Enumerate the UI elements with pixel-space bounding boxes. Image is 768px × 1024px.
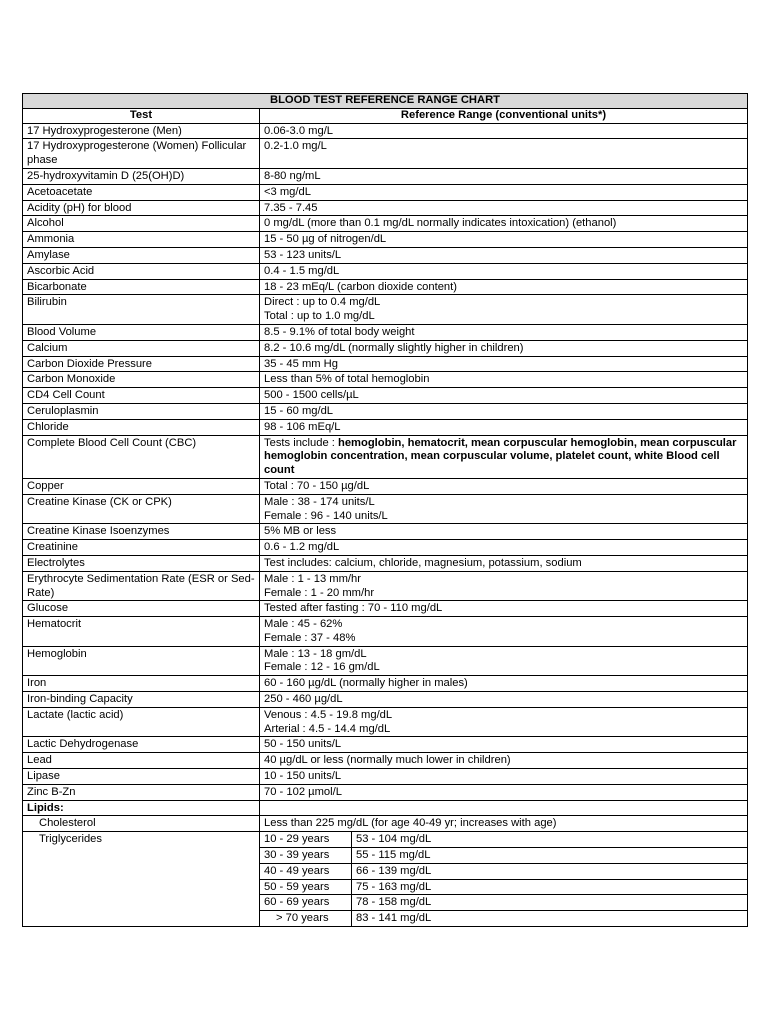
- triglycerides-value: 55 - 115 mg/dL: [352, 848, 748, 864]
- test-name: CD4 Cell Count: [23, 388, 260, 404]
- reference-range-table: [22, 93, 748, 927]
- reference-range: Tested after fasting : 70 - 110 mg/dL: [260, 601, 748, 617]
- reference-range: [260, 707, 748, 737]
- reference-range-line: Male : 38 - 174 units/L: [264, 495, 375, 508]
- test-name: Acidity (pH) for blood: [23, 200, 260, 216]
- table-row: [23, 676, 748, 692]
- reference-range: 5% MB or less: [260, 524, 748, 540]
- triglycerides-row: [260, 911, 747, 926]
- table-row: [23, 435, 748, 478]
- reference-range-line: Male : 1 - 13 mm/hr: [264, 572, 361, 585]
- column-header-test: Test: [23, 108, 260, 123]
- table-title-row: [23, 94, 748, 109]
- table-row: [23, 123, 748, 139]
- table-row: [23, 707, 748, 737]
- reference-range: 0.2-1.0 mg/L: [260, 139, 748, 169]
- triglycerides-value: 66 - 139 mg/dL: [352, 863, 748, 879]
- table-row: [23, 340, 748, 356]
- triglycerides-range-cell: [260, 832, 748, 927]
- reference-range: 53 - 123 units/L: [260, 247, 748, 263]
- table-row: [23, 232, 748, 248]
- test-name: Bilirubin: [23, 295, 260, 325]
- test-name: Bicarbonate: [23, 279, 260, 295]
- triglycerides-value: 83 - 141 mg/dL: [356, 912, 432, 925]
- reference-range: <3 mg/dL: [260, 184, 748, 200]
- triglycerides-subtable-body: [260, 832, 747, 926]
- test-name: Alcohol: [23, 216, 260, 232]
- reference-range: 500 - 1500 cells/µL: [260, 388, 748, 404]
- reference-range: 10 - 150 units/L: [260, 769, 748, 785]
- reference-range-prefix: Tests include :: [264, 436, 338, 449]
- reference-range: 15 - 50 µg of nitrogen/dL: [260, 232, 748, 248]
- table-row: [23, 737, 748, 753]
- reference-range-line: Male : 45 - 62%: [264, 618, 343, 631]
- age-group: 60 - 69 years: [260, 895, 352, 911]
- table-row: [23, 555, 748, 571]
- test-name: Hemoglobin: [23, 646, 260, 676]
- table-row: [23, 184, 748, 200]
- test-name: Carbon Dioxide Pressure: [23, 356, 260, 372]
- test-name: Complete Blood Cell Count (CBC): [23, 435, 260, 478]
- reference-range-line: Venous : 4.5 - 19.8 mg/dL: [264, 708, 393, 721]
- test-name: Iron-binding Capacity: [23, 692, 260, 708]
- age-group: 10 - 29 years: [260, 832, 352, 847]
- triglycerides-row: [260, 832, 747, 847]
- table-row: [23, 692, 748, 708]
- test-name: Glucose: [23, 601, 260, 617]
- test-name: Triglycerides: [23, 832, 260, 927]
- age-group: 30 - 39 years: [260, 848, 352, 864]
- test-name: Zinc B-Zn: [23, 784, 260, 800]
- test-name: Blood Volume: [23, 324, 260, 340]
- reference-range: 18 - 23 mEq/L (carbon dioxide content): [260, 279, 748, 295]
- table-row: [23, 646, 748, 676]
- reference-range: Less than 225 mg/dL (for age 40-49 yr; increases with age): [260, 816, 748, 832]
- test-name: Copper: [23, 478, 260, 494]
- reference-range: [260, 494, 748, 524]
- reference-range: 15 - 60 mg/dL: [260, 403, 748, 419]
- table-row: [23, 816, 748, 832]
- test-name: 17 Hydroxyprogesterone (Men): [23, 123, 260, 139]
- reference-range-line: Female : 12 - 16 gm/dL: [264, 661, 380, 674]
- table-row: [23, 295, 748, 325]
- age-group: 50 - 59 years: [260, 879, 352, 895]
- reference-range-tests-list: hemoglobin, hematocrit, mean corpuscular hemoglobin, mean corpuscular hemoglobin concentration, mean corpuscular volume, platelet count, white Blood cell count: [264, 436, 737, 477]
- table-row: [23, 784, 748, 800]
- reference-range: [260, 571, 748, 601]
- test-name: Lactic Dehydrogenase: [23, 737, 260, 753]
- triglycerides-value: 78 - 158 mg/dL: [352, 895, 748, 911]
- table-row: [23, 200, 748, 216]
- table-row: [23, 419, 748, 435]
- reference-range: 60 - 160 µg/dL (normally higher in males): [260, 676, 748, 692]
- table-row: [23, 324, 748, 340]
- test-name: Calcium: [23, 340, 260, 356]
- test-name: Creatine Kinase Isoenzymes: [23, 524, 260, 540]
- table-row: [23, 524, 748, 540]
- triglycerides-subtable: [260, 832, 747, 926]
- test-name: Ammonia: [23, 232, 260, 248]
- test-name: Acetoacetate: [23, 184, 260, 200]
- reference-range: [260, 646, 748, 676]
- test-name: Creatinine: [23, 540, 260, 556]
- test-name: 17 Hydroxyprogesterone (Women) Follicular phase: [23, 139, 260, 169]
- reference-range: 70 - 102 µmol/L: [260, 784, 748, 800]
- lipids-header-row: [23, 800, 748, 816]
- test-name: Carbon Monoxide: [23, 372, 260, 388]
- table-row: [23, 388, 748, 404]
- reference-range: 250 - 460 µg/dL: [260, 692, 748, 708]
- triglycerides-row: [260, 895, 747, 911]
- triglycerides-row: [260, 879, 747, 895]
- table-row: [23, 494, 748, 524]
- lipids-empty-cell: [260, 800, 748, 816]
- table-row: [23, 601, 748, 617]
- column-header-range: Reference Range (conventional units*): [260, 108, 748, 123]
- reference-range: 8.5 - 9.1% of total body weight: [260, 324, 748, 340]
- reference-range: 7.35 - 7.45: [260, 200, 748, 216]
- table-row: [23, 617, 748, 647]
- reference-range-line: Female : 37 - 48%: [264, 631, 356, 644]
- reference-range: [260, 617, 748, 647]
- reference-range: 0.06-3.0 mg/L: [260, 123, 748, 139]
- reference-range: Less than 5% of total hemoglobin: [260, 372, 748, 388]
- test-name: Lipase: [23, 769, 260, 785]
- triglycerides-value: 53 - 104 mg/dL: [352, 832, 748, 847]
- test-name: Cholesterol: [23, 816, 260, 832]
- age-group: 40 - 49 years: [260, 863, 352, 879]
- test-name: Electrolytes: [23, 555, 260, 571]
- table-row: [23, 769, 748, 785]
- reference-range: Total : 70 - 150 µg/dL: [260, 478, 748, 494]
- reference-range: 0 mg/dL (more than 0.1 mg/dL normally indicates intoxication) (ethanol): [260, 216, 748, 232]
- reference-range: 0.6 - 1.2 mg/dL: [260, 540, 748, 556]
- reference-range: Test includes: calcium, chloride, magnesium, potassium, sodium: [260, 555, 748, 571]
- test-name: Amylase: [23, 247, 260, 263]
- reference-range-line: Arterial : 4.5 - 14.4 mg/dL: [264, 722, 391, 735]
- test-name: 25-hydroxyvitamin D (25(OH)D): [23, 168, 260, 184]
- test-name: Lactate (lactic acid): [23, 707, 260, 737]
- table-row: [23, 216, 748, 232]
- reference-range: [260, 435, 748, 478]
- reference-range: 35 - 45 mm Hg: [260, 356, 748, 372]
- table-row: [23, 168, 748, 184]
- table-row: [23, 279, 748, 295]
- table-row: [23, 832, 748, 927]
- reference-range: 50 - 150 units/L: [260, 737, 748, 753]
- table-title: BLOOD TEST REFERENCE RANGE CHART: [23, 94, 748, 109]
- table-row: [23, 139, 748, 169]
- table-row: [23, 753, 748, 769]
- reference-range: 98 - 106 mEq/L: [260, 419, 748, 435]
- table-body: [23, 123, 748, 800]
- test-name: Ascorbic Acid: [23, 263, 260, 279]
- test-name: Hematocrit: [23, 617, 260, 647]
- table-row: [23, 403, 748, 419]
- reference-range: 8.2 - 10.6 mg/dL (normally slightly higher in children): [260, 340, 748, 356]
- table-row: [23, 571, 748, 601]
- table-row: [23, 247, 748, 263]
- table-row: [23, 372, 748, 388]
- table-header-row: [23, 108, 748, 123]
- reference-range-line: Female : 1 - 20 mm/hr: [264, 586, 375, 599]
- test-name: Ceruloplasmin: [23, 403, 260, 419]
- test-name: Iron: [23, 676, 260, 692]
- reference-range-line: Male : 13 - 18 gm/dL: [264, 647, 367, 660]
- lipids-section: [23, 800, 748, 926]
- reference-range: 0.4 - 1.5 mg/dL: [260, 263, 748, 279]
- lipids-label: Lipids:: [23, 800, 260, 816]
- reference-range-line: Direct : up to 0.4 mg/dL: [264, 296, 381, 309]
- table-row: [23, 356, 748, 372]
- table-row: [23, 478, 748, 494]
- reference-range: 8-80 ng/mL: [260, 168, 748, 184]
- reference-range: 40 µg/dL or less (normally much lower in children): [260, 753, 748, 769]
- triglycerides-row: [260, 863, 747, 879]
- table-row: [23, 540, 748, 556]
- test-name: Lead: [23, 753, 260, 769]
- reference-range-line: Total : up to 1.0 mg/dL: [264, 310, 375, 323]
- triglycerides-row: [260, 848, 747, 864]
- test-name: Chloride: [23, 419, 260, 435]
- reference-range-line: Female : 96 - 140 units/L: [264, 509, 388, 522]
- triglycerides-value: 75 - 163 mg/dL: [352, 879, 748, 895]
- test-name: Erythrocyte Sedimentation Rate (ESR or Sed-Rate): [23, 571, 260, 601]
- table-row: [23, 263, 748, 279]
- age-group: > 70 years: [260, 911, 352, 926]
- test-name: Creatine Kinase (CK or CPK): [23, 494, 260, 524]
- reference-range: [260, 295, 748, 325]
